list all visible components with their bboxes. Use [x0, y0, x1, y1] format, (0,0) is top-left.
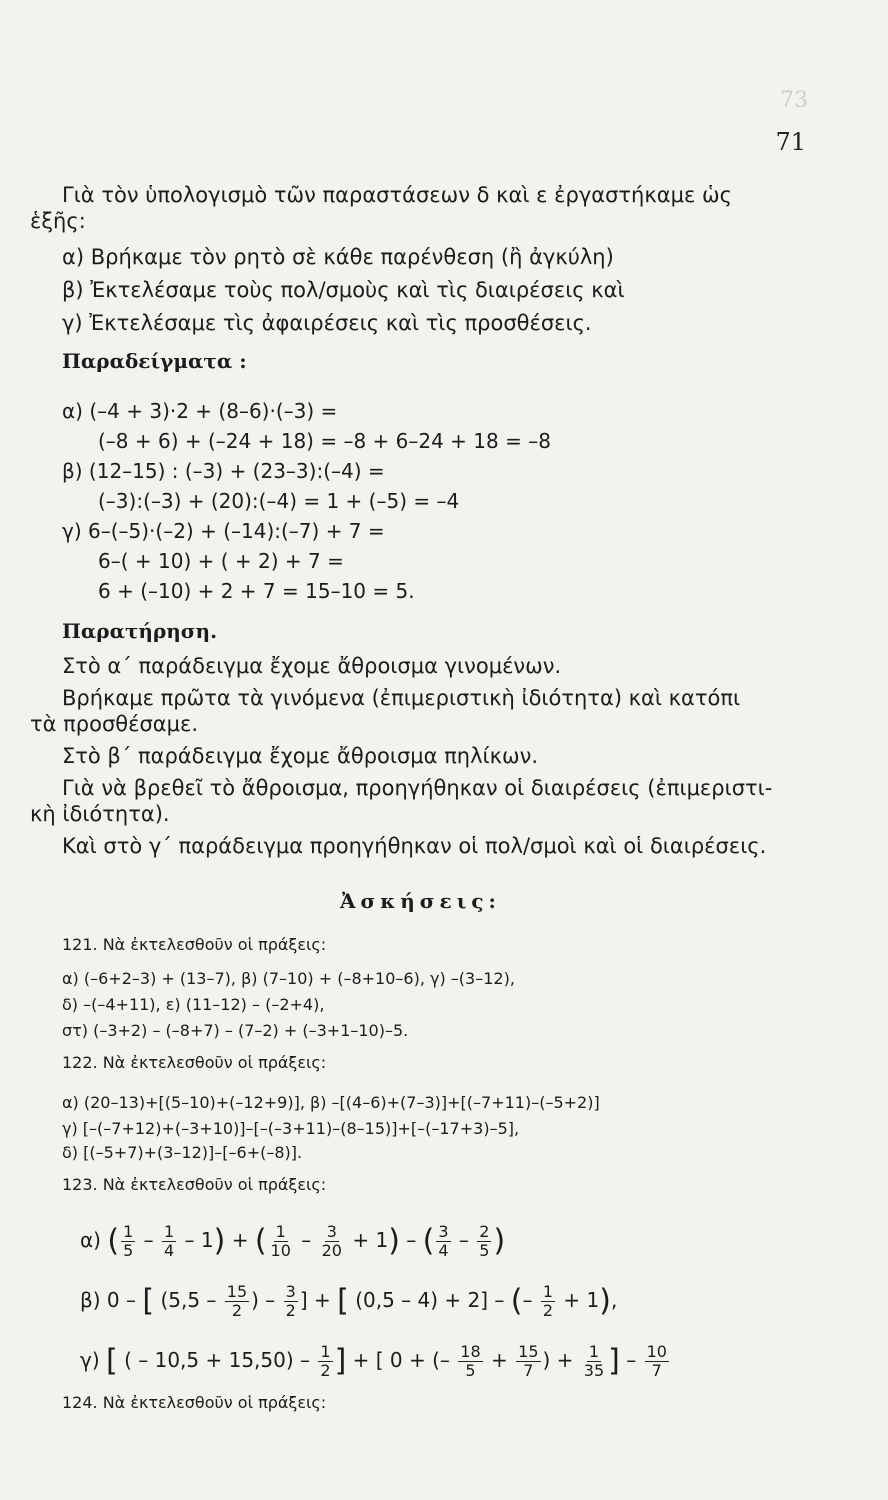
fraction-1-35: $\frac{1}{35}$ [583, 1342, 605, 1380]
fraction-1-10: $\frac{1}{10}$ [270, 1222, 291, 1260]
fraction-1-5: $\frac{1}{5}$ [123, 1222, 134, 1260]
fraction-3-4: $\frac{3}{4}$ [438, 1222, 449, 1260]
remark-line-2: Βρήκαμε πρῶτα τὰ γινόμενα (ἐπιμεριστικὴ ἰδιότητα) καὶ κατόπι [62, 686, 741, 710]
exercise-123-b: β) 0 – [ (5,5 – $\frac{15}{2}$ ) – $\frac{3}{2}$ ] + [ (0,5 – 4) + 2] – (– $\frac{1}{2}$ + 1), [80, 1282, 618, 1320]
fraction-3-20: $\frac{3}{20}$ [321, 1222, 342, 1260]
exercise-124-title: 124. Νὰ ἐκτελεσθοῦν οἱ πράξεις: [62, 1393, 327, 1412]
example-c-line-1: γ) 6–(–5)·(–2) + (–14):(–7) + 7 = [62, 519, 385, 543]
exercise-123-a: α) ( $\frac{1}{5}$ – $\frac{1}{4}$ – 1) + ( $\frac{1}{10}$ – $\frac{3}{20}$ + 1) – ( $\frac{3}{4}$ – $\frac{2}{5}$ ) [80, 1222, 506, 1260]
example-b-line-2: (–3):(–3) + (20):(–4) = 1 + (–5) = –4 [98, 489, 460, 513]
fraction-1-4: $\frac{1}{4}$ [163, 1222, 175, 1260]
remark-line-5: Γιὰ νὰ βρεθεῖ τὸ ἄθροισμα, προηγήθηκαν οἱ διαιρέσεις (ἐπιμεριστι- [62, 776, 773, 800]
remark-line-7: Καὶ στὸ γ΄ παράδειγμα προηγήθηκαν οἱ πολ/σμοὶ καὶ οἱ διαιρέσεις. [62, 834, 767, 858]
bleed-through-page-number: 73 [780, 88, 808, 113]
remark-line-3: τὰ προσθέσαμε. [30, 712, 199, 736]
example-a-line-2: (–8 + 6) + (–24 + 18) = –8 + 6–24 + 18 = –8 [98, 429, 551, 453]
exercise-121-title: 121. Νὰ ἐκτελεσθοῦν οἱ πράξεις: [62, 935, 327, 954]
exercise-122-line-3: δ) [(–5+7)+(3–12)]–[–6+(–8)]. [62, 1143, 303, 1162]
intro-step-c: γ) Ἐκτελέσαμε τὶς ἀφαιρέσεις καὶ τὶς προσθέσεις. [62, 311, 592, 335]
remark-line-4: Στὸ β΄ παράδειγμα ἔχομε ἄθροισμα πηλίκων. [62, 744, 539, 768]
exercise-122-title: 122. Νὰ ἐκτελεσθοῦν οἱ πράξεις: [62, 1053, 327, 1072]
example-c-line-2: 6–( + 10) + ( + 2) + 7 = [98, 549, 344, 573]
exercise-122-line-1: α) (20–13)+[(5–10)+(–12+9)], β) –[(4–6)+(7–3)]+[(–7+11)–(–5+2)] [62, 1093, 600, 1112]
fraction-15-7: $\frac{15}{7}$ [518, 1342, 539, 1380]
exercises-heading: Ἀσκήσεις: [340, 889, 501, 913]
exercise-121-line-3: στ) (–3+2) – (–8+7) – (7–2) + (–3+1–10)–5. [62, 1021, 409, 1040]
fraction-1-2: $\frac{1}{2}$ [542, 1282, 554, 1320]
remark-line-1: Στὸ α΄ παράδειγμα ἔχομε ἄθροισμα γινομένων. [62, 654, 562, 678]
exercise-121-line-2: δ) –(–4+11), ε) (11–12) – (–2+4), [62, 995, 325, 1014]
exercise-123-title: 123. Νὰ ἐκτελεσθοῦν οἱ πράξεις: [62, 1175, 327, 1194]
remark-heading: Παρατήρηση. [62, 619, 218, 643]
fraction-3-2: $\frac{3}{2}$ [285, 1282, 296, 1320]
fraction-1-2-c: $\frac{1}{2}$ [320, 1342, 331, 1380]
fraction-18-5: $\frac{18}{5}$ [460, 1342, 481, 1380]
example-c-line-3: 6 + (–10) + 2 + 7 = 15–10 = 5. [98, 579, 415, 603]
exercise-121-line-1: α) (–6+2–3) + (13–7), β) (7–10) + (–8+10–6), γ) –(3–12), [62, 969, 515, 988]
exercise-123-a-label: α) [80, 1228, 101, 1252]
exercise-122-line-2: γ) [–(–7+12)+(–3+10)]–[–(–3+11)–(8–15)]+[–(–17+3)–5], [62, 1119, 520, 1138]
example-b-line-1: β) (12–15) : (–3) + (23–3):(–4) = [62, 459, 385, 483]
fraction-15-2: $\frac{15}{2}$ [226, 1282, 248, 1320]
examples-heading: Παραδείγματα : [62, 349, 247, 373]
fraction-10-7: $\frac{10}{7}$ [646, 1342, 667, 1380]
fraction-2-5: $\frac{2}{5}$ [479, 1222, 490, 1260]
page-number: 71 [775, 128, 806, 156]
remark-line-6: κὴ ἰδιότητα). [30, 802, 170, 826]
intro-line-1: Γιὰ τὸν ὑπολογισμὸ τῶν παραστάσεων δ καὶ ε ἐργαστήκαμε ὡς [62, 183, 732, 207]
intro-step-b: β) Ἐκτελέσαμε τοὺς πολ/σμοὺς καὶ τὶς διαιρέσεις καὶ [62, 278, 625, 302]
example-a-line-1: α) (–4 + 3)·2 + (8–6)·(–3) = [62, 399, 338, 423]
intro-step-a: α) Βρήκαμε τὸν ρητὸ σὲ κάθε παρένθεση (ἢ ἀγκύλη) [62, 245, 614, 269]
exercise-123-c: γ) [ ( – 10,5 + 15,50) – $\frac{1}{2}$ ] + [ 0 + (– $\frac{18}{5}$ + $\frac{15}{7}$ ) + $\frac{1}{35}$ ] – $\frac{10}{7}$ [80, 1342, 667, 1380]
intro-line-2: ἑξῆς: [30, 209, 86, 233]
